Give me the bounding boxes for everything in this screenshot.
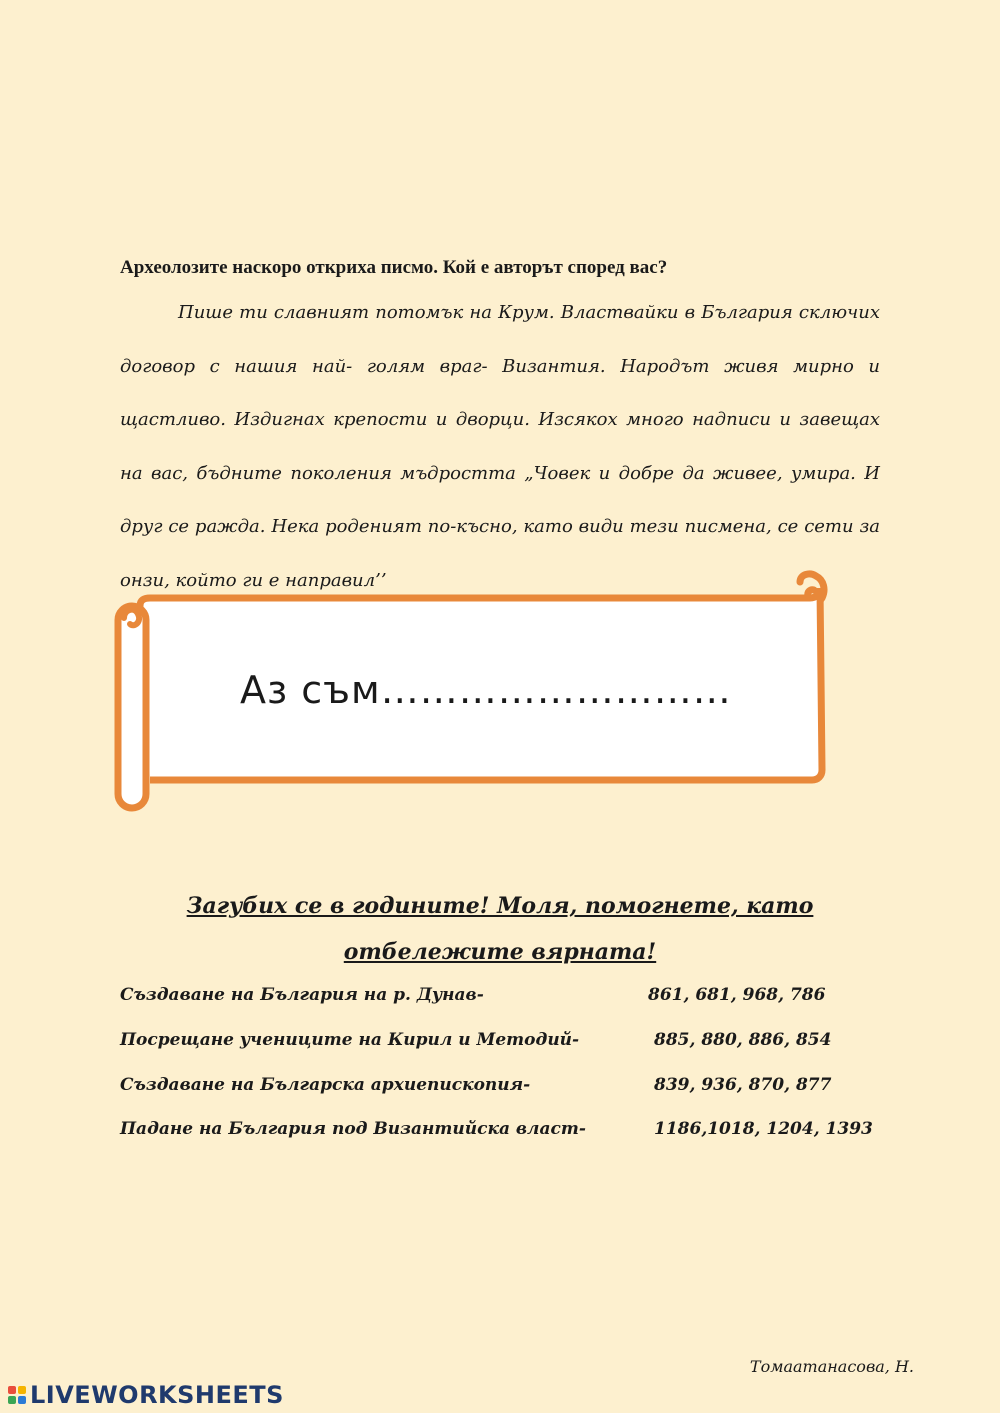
task-row: [120, 1030, 880, 1060]
task-options[interactable]: 885, 880, 886, 854: [654, 1030, 832, 1050]
task-title: Загубих се в годините! Моля, помогнете, като отбележите вярната!: [186, 893, 814, 965]
liveworksheets-logo: [8, 1380, 284, 1410]
task-label: Падане на България под Византийска власт-: [120, 1119, 586, 1139]
scroll-answer[interactable]: Аз съм………………………: [240, 668, 732, 712]
task-row: [120, 1075, 880, 1105]
author-signature: Томаатанасова, Н.: [749, 1357, 914, 1376]
task-label: Посрещане учениците на Кирил и Методий-: [120, 1030, 580, 1050]
task-label: Създаване на България на р. Дунав-: [120, 985, 484, 1005]
question-heading: Археолозите наскоро откриха писмо. Кой е авторът според вас?: [120, 257, 668, 278]
letter-text: Пише ти славният потомък на Крум. Властвайки в България сключих договор с нашия най- голям враг- Византия. Народът живя мирно и щастливо. Издигнах крепости и дворци. Изсякох много надписи и завещах на вас, бъдните поколения мъдростта „Човек и добре да живее, умира. И друг се ражда. Нека роденият по-късно, като види тези писмена, се сети за онзи, който ги е направил’’: [120, 302, 880, 591]
task-options[interactable]: 839, 936, 870, 877: [654, 1075, 832, 1095]
task-row: [120, 1119, 880, 1149]
logo-text: LIVEWORKSHEETS: [30, 1381, 284, 1409]
task-options[interactable]: 1186,1018, 1204, 1393: [654, 1119, 873, 1139]
logo-icon: [8, 1386, 26, 1404]
task-row: [120, 985, 880, 1015]
task-options[interactable]: 861, 681, 968, 786: [648, 985, 826, 1005]
task-label: Създаване на Българска архиепископия-: [120, 1075, 531, 1095]
